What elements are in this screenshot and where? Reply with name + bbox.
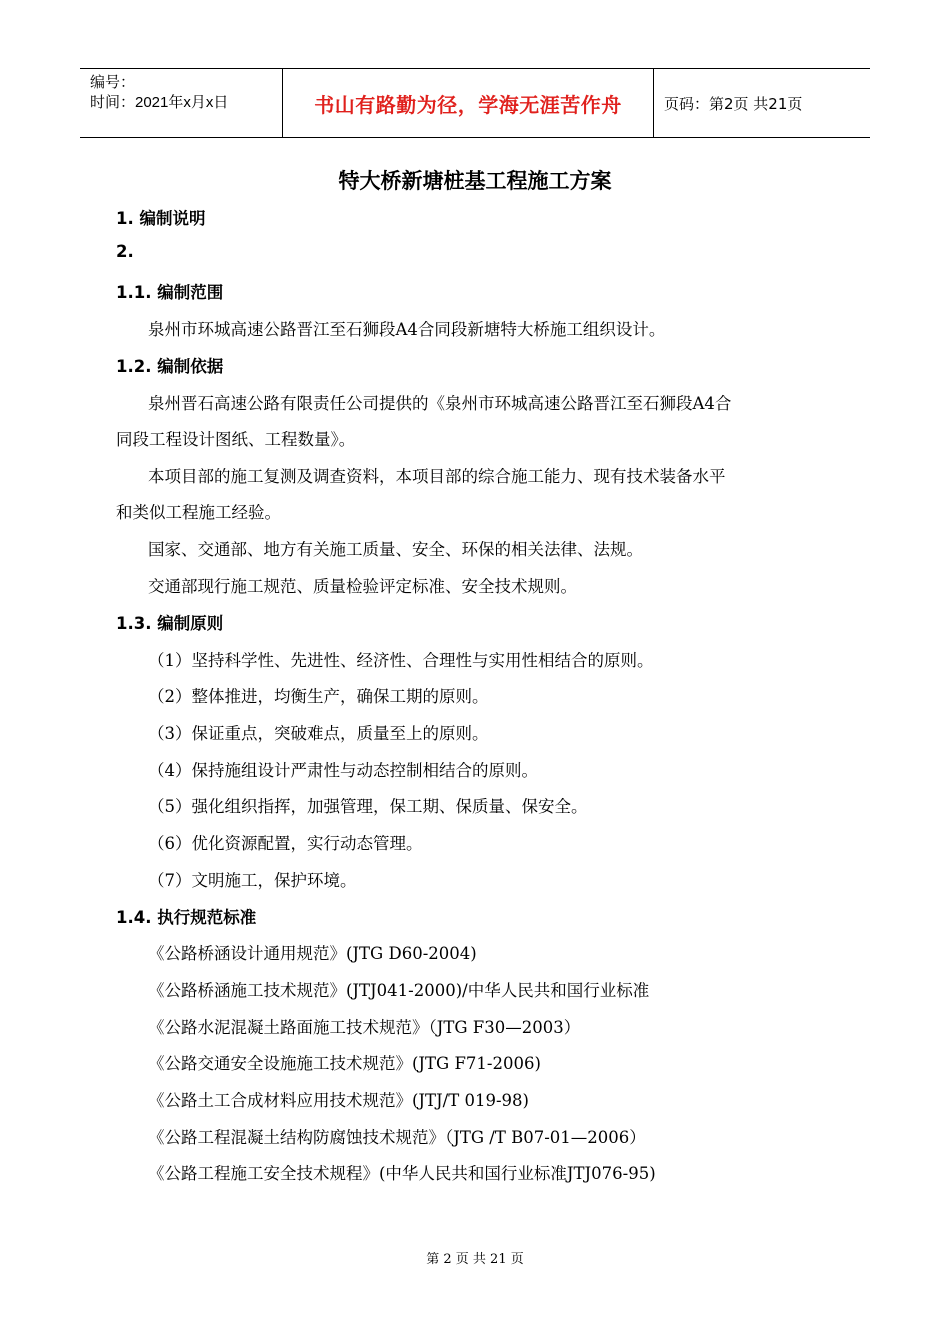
paragraph-line: 国家、交通部、地方有关施工质量、安全、环保的相关法律、法规。	[148, 540, 643, 559]
list-item: （7）文明施工，保护环境。	[148, 871, 357, 890]
page-footer: 第 2 页 共 21 页	[426, 1252, 524, 1267]
subsection-heading: 1.3. 编制原则	[116, 614, 224, 633]
paragraph-line: 泉州晋石高速公路有限责任公司提供的《泉州市环城高速公路晋江至石狮段A4合	[148, 394, 732, 413]
document-date: 时间：2021年x月x日	[90, 94, 229, 111]
header-motto: 书山有路勤为径，学海无涯苦作舟	[282, 69, 654, 137]
list-item: （2）整体推进，均衡生产，确保工期的原则。	[148, 687, 489, 706]
paragraph-line: 和类似工程施工经验。	[116, 503, 281, 522]
standard-reference: 《公路土工合成材料应用技术规范》(JTJ/T 019-98)	[148, 1091, 529, 1110]
standard-reference: 《公路桥涵设计通用规范》(JTG D60-2004)	[148, 944, 477, 963]
standard-reference: 《公路工程施工安全技术规程》(中华人民共和国行业标准JTJ076-95)	[148, 1164, 656, 1183]
paragraph-line: 交通部现行施工规范、质量检验评定标准、安全技术规则。	[148, 577, 577, 596]
paragraph-line: 本项目部的施工复测及调查资料，本项目部的综合施工能力、现有技术装备水平	[148, 467, 726, 486]
list-item: （6）优化资源配置，实行动态管理。	[148, 834, 423, 853]
section-heading: 2.	[116, 242, 134, 261]
paragraph-line: 同段工程设计图纸、工程数量》。	[116, 430, 356, 449]
section-heading: 1. 编制说明	[116, 209, 206, 228]
list-item: （3）保证重点，突破难点，质量至上的原则。	[148, 724, 489, 743]
header-page-info: 页码：第2页 共21页	[664, 94, 803, 113]
header-meta	[80, 69, 282, 137]
page-header	[80, 68, 870, 138]
list-item: （5）强化组织指挥，加强管理，保工期、保质量、保安全。	[148, 797, 588, 816]
subsection-heading: 1.4. 执行规范标准	[116, 908, 257, 927]
list-item: （1）坚持科学性、先进性、经济性、合理性与实用性相结合的原则。	[148, 651, 654, 670]
document-number-label: 编号：	[90, 74, 136, 91]
paragraph-line: 泉州市环城高速公路晋江至石狮段A4合同段新塘特大桥施工组织设计。	[148, 320, 666, 339]
standard-reference: 《公路交通安全设施施工技术规范》(JTG F71-2006)	[148, 1054, 541, 1073]
list-item: （4）保持施组设计严肃性与动态控制相结合的原则。	[148, 761, 538, 780]
standard-reference: 《公路水泥混凝土路面施工技术规范》（JTG F30—2003）	[148, 1018, 581, 1037]
document-title: 特大桥新塘桩基工程施工方案	[338, 169, 612, 193]
subsection-heading: 1.2. 编制依据	[116, 357, 224, 376]
subsection-heading: 1.1. 编制范围	[116, 283, 224, 302]
standard-reference: 《公路桥涵施工技术规范》(JTJ041-2000)/中华人民共和国行业标准	[148, 981, 650, 1000]
standard-reference: 《公路工程混凝土结构防腐蚀技术规范》（JTG /T B07-01—2006）	[148, 1128, 646, 1147]
